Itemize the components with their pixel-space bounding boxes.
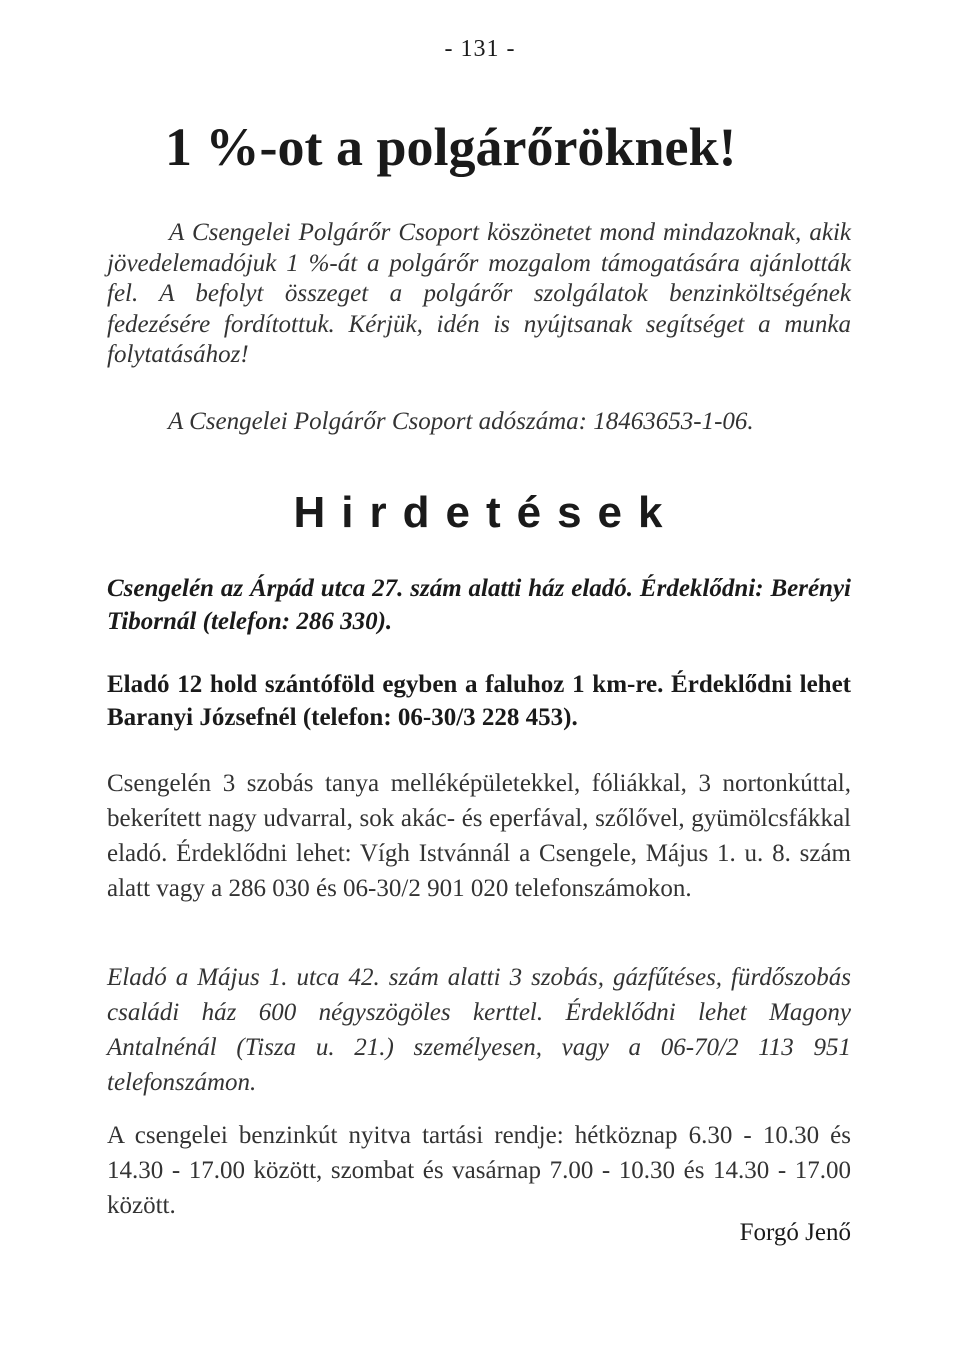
ad-item: Eladó 12 hold szántóföld egyben a faluhoz 1 km-re. Érdeklődni lehet Baranyi Józsefnél (telefon: 06-30/3 228 453). xyxy=(107,671,851,731)
page-title: 1 %-ot a polgárőröknek! xyxy=(165,117,737,177)
section-title: Hirdetések xyxy=(293,488,679,537)
intro-text: A Csengelei Polgárőr Csoport köszönetet mond mindazoknak, akik jövedelemadójuk 1 %-át a polgárőr mozgalom támogatására ajánlották fel. A befolyt összeget a polgárőr szolgálatok benzinköltségének fedezésére fordítottuk. Kérjük, idén is nyújtsanak segítséget a munka folytatásához! xyxy=(107,219,851,368)
intro-paragraph xyxy=(107,218,851,371)
tax-number-line: A Csengelei Polgárőr Csoport adószáma: 18463653-1-06. xyxy=(168,408,754,435)
ad-item: A csengelei benzinkút nyitva tartási rendje: hétköznap 6.30 - 10.30 és 14.30 - 17.00 között, szombat és vasárnap 7.00 - 10.30 és 14.30 - 17.00 között. xyxy=(107,1122,851,1219)
page-number: - 131 - xyxy=(444,36,516,62)
ad-item: Csengelén 3 szobás tanya melléképületekkel, fóliákkal, 3 nortonkúttal, bekerített nagy udvarral, sok akác- és eperfával, szőlővel, gyümölcsfákkal eladó. Érdeklődni lehet: Vígh Istvánnál a Csengele, Május 1. u. 8. szám alatt vagy a 286 030 és 06-30/2 901 020 telefonszámokon. xyxy=(107,770,851,902)
ad-item: Eladó a Május 1. utca 42. szám alatti 3 szobás, gázfűtéses, fürdőszobás családi ház 600 négyszögöles kerttel. Érdeklődni lehet Magony Antalnénál (Tisza u. 21.) személyesen, vagy a 06-70/2 113 951 telefonszámon. xyxy=(107,964,851,1096)
author-signature: Forgó Jenő xyxy=(739,1219,851,1246)
ad-item: Csengelén az Árpád utca 27. szám alatti ház eladó. Érdeklődni: Berényi Tibornál (telefon: 286 330). xyxy=(107,575,851,635)
